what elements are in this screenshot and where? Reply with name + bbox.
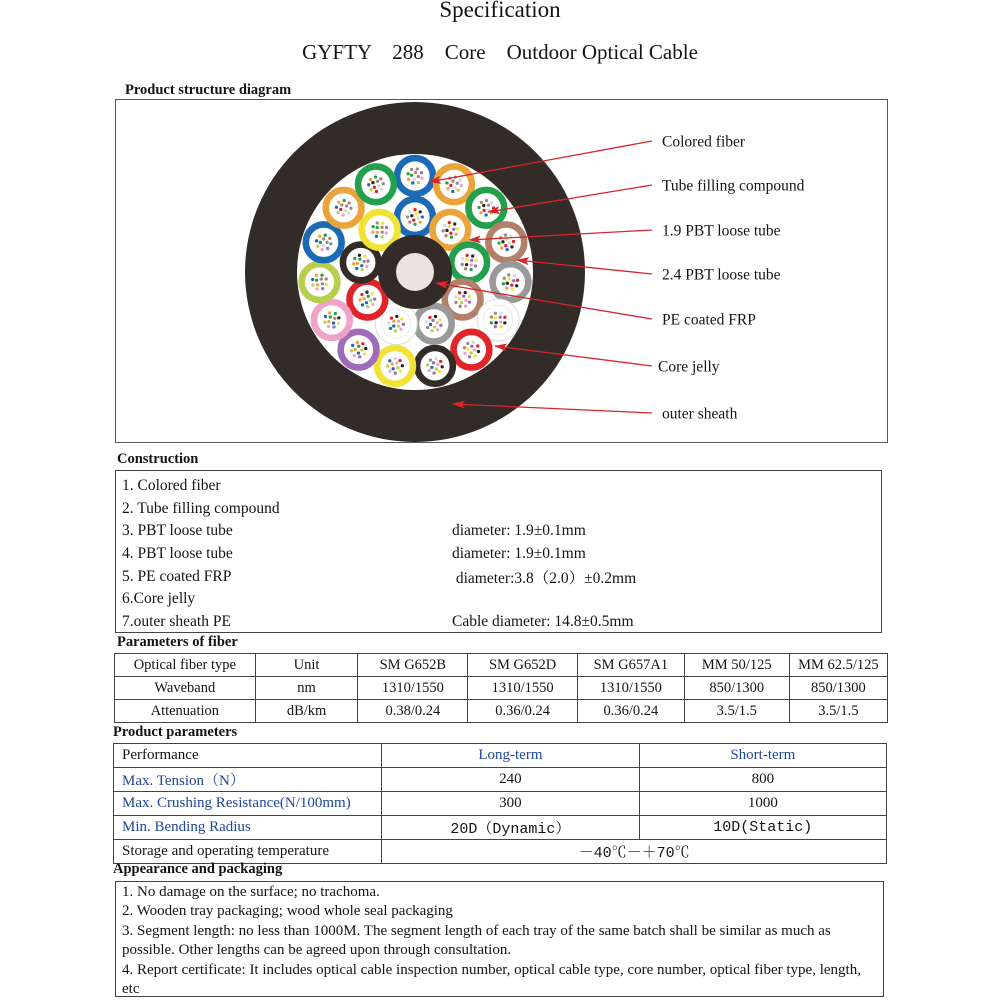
construction-row	[122, 475, 881, 498]
table-row	[115, 677, 888, 700]
table-row	[114, 792, 887, 816]
list-item: 3. Segment length: no less than 1000M. The segment length of each tray of the same batch shall be similar as much as possible. Other lengths can be agreed upon through consultation.	[122, 922, 831, 959]
table-row	[115, 654, 888, 677]
packaging-section-heading: Appearance and packaging	[113, 861, 283, 877]
list-item: 4. Report certificate: It includes optical cable inspection number, optical cable type, core number, optical fiber type, length, etc	[122, 961, 861, 998]
cable-cross-section	[116, 100, 887, 442]
cell: Attenuation	[115, 700, 256, 723]
construction-list	[115, 470, 882, 633]
table-row	[114, 840, 887, 864]
construction-row	[122, 611, 881, 634]
product-structure-diagram	[115, 99, 888, 443]
column-header: MM 62.5/125	[789, 654, 887, 677]
cell: 0.38/0.24	[358, 700, 468, 723]
construction-item: 6.Core jelly	[122, 590, 196, 608]
construction-row	[122, 498, 881, 521]
column-header: Optical fiber type	[115, 654, 256, 677]
cell: 850/1300	[789, 677, 887, 700]
fiber-params-section-heading: Parameters of fiber	[117, 634, 238, 650]
construction-section-heading: Construction	[117, 451, 199, 467]
diagram-label-core-jelly: Core jelly	[658, 358, 720, 376]
construction-detail: diameter:3.8（2.0）±0.2mm	[452, 569, 637, 587]
cell: 240	[382, 768, 639, 792]
construction-row	[122, 565, 881, 588]
cell: Waveband	[115, 677, 256, 700]
cell: nm	[255, 677, 358, 700]
column-header: MM 50/125	[684, 654, 789, 677]
column-header: SM G652B	[358, 654, 468, 677]
row-label: Max. Tension（N）	[114, 768, 382, 792]
cell: 300	[382, 792, 639, 816]
document-subtitle: GYFTY 288 Core Outdoor Optical Cable	[302, 40, 698, 64]
callout-labels	[658, 134, 805, 423]
cell: 0.36/0.24	[578, 700, 685, 723]
column-header: SM G657A1	[578, 654, 685, 677]
structure-section-heading: Product structure diagram	[125, 82, 292, 98]
cell: 3.5/1.5	[684, 700, 789, 723]
cell: 20D（Dynamic）	[382, 816, 639, 840]
diagram-label-19-pbt-loose-tube: 1.9 PBT loose tube	[662, 222, 781, 240]
construction-detail: Cable diameter: 14.8±0.5mm	[452, 612, 634, 630]
table-row	[114, 768, 887, 792]
table-row	[115, 700, 888, 723]
construction-detail: diameter: 1.9±0.1mm	[452, 545, 586, 563]
column-header: Unit	[255, 654, 358, 677]
construction-detail: diameter: 1.9±0.1mm	[452, 522, 586, 540]
table-row	[114, 816, 887, 840]
cell: 1310/1550	[468, 677, 578, 700]
construction-row	[122, 520, 881, 543]
construction-item: 5. PE coated FRP	[122, 567, 232, 585]
table-row	[114, 744, 887, 768]
frp-strength-member	[396, 253, 434, 291]
product-parameters-table	[113, 743, 887, 864]
construction-item: 1. Colored fiber	[122, 477, 221, 495]
construction-row	[122, 588, 881, 611]
row-label: Min. Bending Radius	[114, 816, 382, 840]
fiber-parameters-table	[114, 653, 888, 723]
row-label: Storage and operating temperature	[114, 840, 382, 864]
construction-item: 3. PBT loose tube	[122, 522, 233, 540]
product-params-section-heading: Product parameters	[113, 724, 238, 740]
cell: 1310/1550	[358, 677, 468, 700]
column-header: Long-term	[382, 744, 639, 768]
cell: dB/km	[255, 700, 358, 723]
diagram-label-outer-sheath: outer sheath	[662, 405, 738, 423]
row-label: Max. Crushing Resistance(N/100mm)	[114, 792, 382, 816]
list-item: 1. No damage on the surface; no trachoma.	[122, 884, 380, 900]
column-header: Performance	[114, 744, 382, 768]
diagram-label-pe-coated-frp: PE coated FRP	[662, 311, 756, 329]
construction-item: 7.outer sheath PE	[122, 612, 231, 630]
diagram-label-24-pbt-loose-tube: 2.4 PBT loose tube	[662, 266, 781, 284]
column-header: Short-term	[639, 744, 886, 768]
construction-item: 4. PBT loose tube	[122, 545, 233, 563]
document-title: Specification	[439, 0, 561, 22]
cell: －40℃－＋70℃	[382, 840, 887, 864]
packaging-list	[115, 881, 884, 997]
cell: 850/1300	[684, 677, 789, 700]
cell: 1310/1550	[578, 677, 685, 700]
cell: 10D(Static)	[639, 816, 886, 840]
construction-item: 2. Tube filling compound	[122, 499, 280, 517]
list-item: 2. Wooden tray packaging; wood whole seal packaging	[122, 903, 453, 920]
cell: 3.5/1.5	[789, 700, 887, 723]
diagram-label-colored-fiber: Colored fiber	[662, 133, 746, 151]
cell: 800	[639, 768, 886, 792]
cell: 1000	[639, 792, 886, 816]
column-header: SM G652D	[468, 654, 578, 677]
diagram-label-tube-filling: Tube filling compound	[662, 177, 805, 195]
cell: 0.36/0.24	[468, 700, 578, 723]
construction-row	[122, 543, 881, 566]
